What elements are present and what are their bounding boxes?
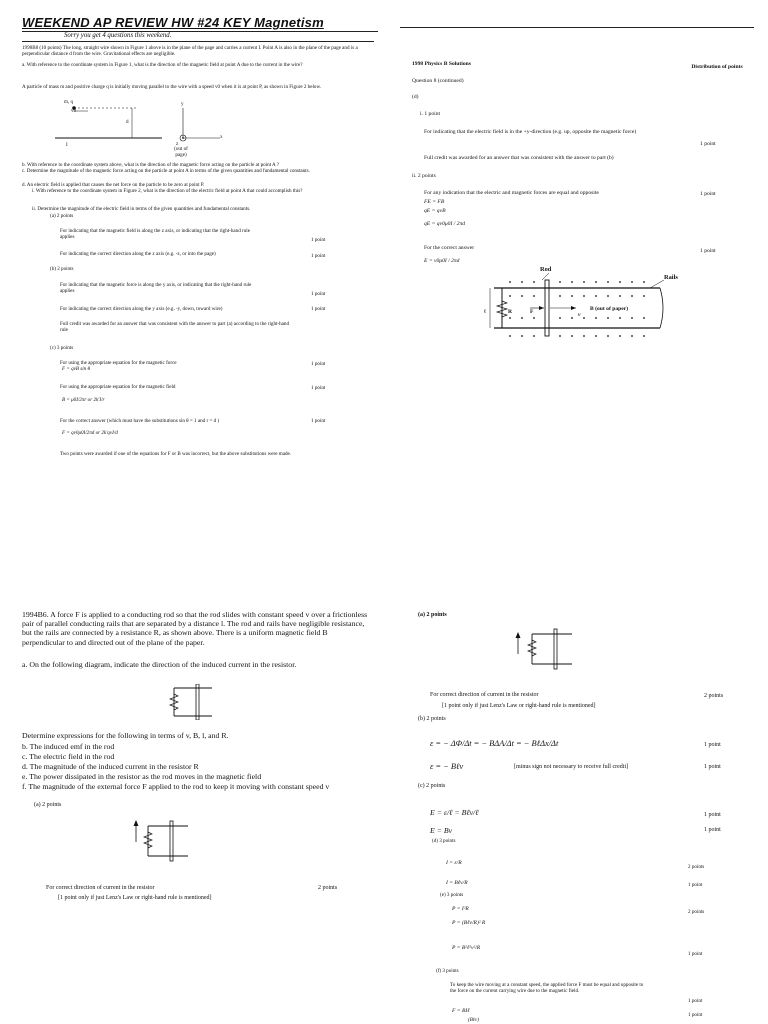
q1994-item-c: c. The electric field in the rod [22,752,115,761]
rubric-b-note: Full credit was awarded for an answer that was consistent with the answer to part (a) according to the right-hand rule [60,321,290,334]
rubric-a-2-pts: 1 point [311,253,326,259]
sol1994-c-points: (c) 2 points [418,783,446,789]
sol1994-c-eq1: E = ε/ℓ = Bℓv/ℓ [430,808,479,817]
sol1994-b-eq1: ε = − ΔΦ/Δt = − BΔA/Δt = − BℓΔx/Δt [430,739,559,748]
sol1994-f-eq: F = BIℓ [452,1008,470,1014]
sol1994-e-eq3-pts: 1 point [688,951,703,957]
fig-label-x: x [220,134,223,140]
fig-label-y: y [181,101,184,107]
sol1998-ii-pts: 1 point [700,191,716,197]
sol1994-circuit-diagram [510,624,574,670]
fig-label-i: I [66,142,68,148]
eq-magnetic-force: F = qvB sin θ [62,366,91,372]
q1994-part-a: a. On the following diagram, indicate the direction of the induced current in the resistor. [22,660,297,669]
q1998-part-d-i: i. With reference to the coordinate system in Figure 2, what is the direction of the electric field at point A that could accomplish this? [32,188,303,194]
sol1994-e-eq3: P = B²ℓ²v²/R [452,945,481,951]
sol1998-ii-text: For any indication that the electric and magnetic forces are equal and opposite [424,190,599,196]
rubric-a-2: For indicating the correct direction along the z axis (e.g. -z, or into the page) [60,251,216,257]
resistor-label: R [508,309,513,315]
q1998-particle: A particle of mass m and positive charge q is initially moving parallel to the wire with a speed v0 when it is at point P, as shown in Figure 2 below. [22,84,322,90]
sol1994-correct-dir: For correct direction of current in the resistor [430,692,539,698]
sol1994-f-eq-pts: 1 point [688,1012,703,1018]
q1994-item-e: e. The power dissipated in the resistor as the rod moves in the magnetic field [22,772,262,781]
sol1994-a-points: (a) 2 points [418,612,447,618]
subtitle-rule [22,41,374,42]
fig-label-z: z [176,141,179,147]
sol1994-d-points: (d) 3 points [432,838,456,844]
eq-force-final: F = qv0μ0I/2πd or 2k′qvI/d [62,430,118,436]
q1994-item-b: b. The induced emf in the rod [22,742,115,751]
figure-2-diagram [40,96,240,162]
sol1994-f-text: To keep the wire moving at a constant speed, the applied force F must be equal and opposite to the force on the current carrying wire due to the magnetic field. [450,982,644,995]
rod-rails-diagram [480,266,680,350]
sol1998-ii-eq1: FE = FB [424,199,445,205]
b-field-label: B (out of paper) [590,306,629,312]
sol1994-e-eq2: P = (Bℓv/R)² R [452,920,486,926]
sol1998-continued: Question 8 (continued) [412,78,464,84]
rubric-a-label: (a) 2 points [50,213,74,219]
sol1998-ii: ii. 2 points [412,173,436,179]
sol1994-b-points: (b) 2 points [418,716,446,722]
sol1994-correct-pts: 2 points [704,693,724,699]
eq-magnetic-field: B = μ0I/2πr or 2k′I/r [62,397,105,403]
q1998-part-c: c. Determine the magnitude of the magnetic force acting on the particle at point A in terms of the given quantities and fundamental constants. [22,168,310,174]
rubric-a-1: For indicating that the magnetic field is along the z axis, or indicating that the right-hand rule applies [60,228,250,241]
sol1994-e-eq1: P = I²R [452,906,469,912]
q1998-part-b: b. With reference to the coordinate system above, what is the direction of the magnetic force acting on the particle at point A ? [22,162,279,168]
q1994-lenz-note: [1 point only if just Lenz's Law or right-hand rule is mentioned] [58,895,212,901]
rubric-a-1-pts: 1 point [311,237,326,243]
sol1994-e-eq2-pts: 2 points [688,909,705,915]
sol1994-c-eq2: E = Bv [430,826,453,835]
fig-label-mq: m, q [64,99,74,105]
sol1998-distribution: Distribution of points [691,64,743,70]
rails-label: Rails [664,274,678,281]
sol1994-d-eq1-pts: 2 points [688,864,705,870]
rubric-b-1: For indicating that the magnetic force is along the y axis, or indicating that the right-hand rule applies [60,282,252,295]
rubric-b-label: (b) 2 points [50,266,74,272]
sol1994-d-eq2: I = Bℓv/R [446,880,468,886]
page-title: WEEKEND AP REVIEW HW #24 KEY Magnetism [22,15,324,30]
rubric-c-2: For using the appropriate equation for the magnetic field [60,384,176,390]
q1994-circuit-diagram [168,684,214,720]
q1994-intro: 1994B6. A force F is applied to a conducting rod so that the rod slides with constant speed v over a frictionless pair of parallel conducting rails that are separated by a distance l. The rod and rails have negligible resistance, but the rails are connected by a resistance R, as shown above. There is a uniform magnetic field B perpendicular to and directed out of the plane of the paper. [22,610,368,647]
sol1998-answer-pts: 1 point [700,248,716,254]
rubric-c-note: Two points were awarded if one of the equations for F or B was incorrect, but the above substitutions were made. [60,451,292,457]
q1994-correct-pts: 2 points [318,885,338,891]
sol1994-c-eq2-pts: 1 point [704,827,721,833]
sol1998-answer-text: For the correct answer [424,245,475,251]
q1994-a-points: (a) 2 points [34,802,62,808]
q1998-part-d: d. An electric field is applied that causes the net force on the particle to be zero at point P. [22,182,205,188]
sol1994-d-eq2-pts: 1 point [688,882,703,888]
sol1994-lenz-note: [1 point only if just Lenz's Law or right-hand rule is mentioned] [442,703,596,709]
sol1994-b-eq2: ε = − Bℓv [430,762,464,771]
sol1998-i-pts: 1 point [700,141,716,147]
rubric-c-2-pts: 1 point [311,385,326,391]
sol1998-i: i. 1 point [420,111,441,117]
sol1998-heading: 1998 Physics B Solutions [412,61,471,67]
q1998-part-a: a. With reference to the coordinate system in Figure 1, what is the direction of the magnetic field at point A due to the current in the wire? [22,62,303,68]
fig-label-v0: v0 [71,108,77,114]
sol1994-b-eq2-note: [minus sign not necessary to receive full credit] [514,764,629,770]
sol1994-e-points: (e) 3 points [440,892,464,898]
sol1994-f-eq2: (Bℓv) [468,1017,479,1023]
sol1998-answer-eq: E = v0μ0I / 2πd [424,258,460,264]
sol1994-f-points: (f) 3 points [436,968,459,974]
fig-label-out-of-page: (out of page) [174,146,188,159]
q1994-item-f: f. The magnitude of the external force F applied to the rod to keep it moving with constant speed v [22,782,330,791]
sol1994-b-eq1-pts: 1 point [704,742,721,748]
sol1998-i-text: For indicating that the electric field is in the +y-direction (e.g. up, opposite the magnetic force) [424,129,637,135]
sol1994-f-pts: 1 point [688,998,703,1004]
rubric-c-1: For using the appropriate equation for the magnetic force [60,360,177,366]
rubric-b-1-pts: 1 point [311,291,326,297]
length-label: ℓ [484,309,487,315]
rubric-c-3-pts: 1 point [311,418,326,424]
rubric-c-1-pts: 1 point [311,361,326,367]
sol1994-d-eq1: I = ε/R [446,860,462,866]
q1998-part-d-ii: ii. Determine the magnitude of the electric field in terms of the given quantities and fundamental constants. [32,206,251,212]
q1994-item-d: d. The magnitude of the induced current in the resistor R [22,762,199,771]
rubric-b-2-pts: 1 point [311,306,326,312]
right-top-rule [400,27,754,28]
rubric-c-label: (c) 3 points [50,345,74,351]
sol1998-ii-eq3: qE = qv0μ0I / 2πd [424,221,466,227]
force-label: F [530,309,534,315]
rubric-c-3: For the correct answer (which must have the substitutions sin θ = 1 and r = d ) [60,418,220,424]
sol1994-b-eq2-pts: 1 point [704,764,721,770]
q1994-correct-dir: For correct direction of current in the resistor [46,885,155,891]
sol1994-c-eq1-pts: 1 point [704,812,721,818]
rod-label: Rod [540,266,552,273]
q1994-answer-circuit-diagram [128,816,192,862]
q1994-determine: Determine expressions for the following in terms of v, B, l, and R. [22,731,229,740]
fig-label-d: d [126,119,129,125]
sol1998-i-full: Full credit was awarded for an answer that was consistent with the answer to part (b) [424,155,614,161]
velocity-label: v [578,312,581,318]
sol1998-d: (d) [412,94,419,100]
sol1998-ii-eq2: qE = qvB [424,208,446,214]
page-subtitle: Sorry you get 4 questions this weekend. [64,32,172,39]
q1998-intro: 1998B8 (10 points) The long, straight wire shown in Figure 1 above is in the plane of the page and carries a current I. Point A is also in the plane of the page and is a perpendicular distance d from the wire. Gravitational effects are negligible. [22,45,358,58]
rubric-b-2: For indicating the correct direction along the y axis (e.g. -y, down, toward wire) [60,306,223,312]
